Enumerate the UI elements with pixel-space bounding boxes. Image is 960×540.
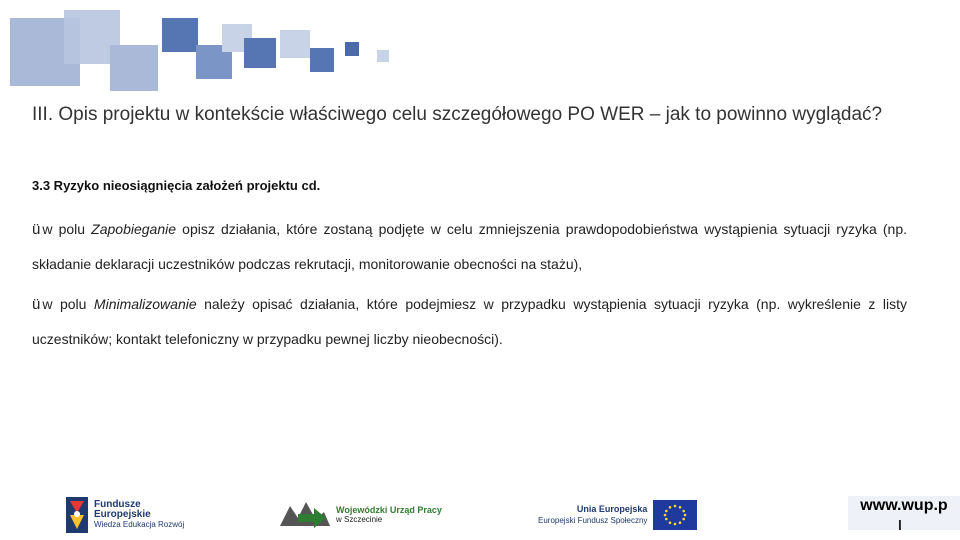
deco-square <box>280 30 310 58</box>
eu-flag-icon <box>653 500 697 530</box>
check-icon: ü <box>32 296 41 313</box>
wup-line2: w Szczecinie <box>336 515 383 524</box>
fundusze-europejskie-logo <box>66 494 184 536</box>
deco-square <box>162 18 198 52</box>
bullet-prefix: w polu <box>42 296 94 312</box>
fe-emblem-icon <box>66 497 88 533</box>
bullet-zapobieganie <box>32 212 907 281</box>
section-subtitle: 3.3 Ryzyko nieosiągnięcia założeń projektu cd. <box>32 178 321 193</box>
website-link[interactable]: www.wup.p <box>848 496 960 530</box>
fe-line1: Fundusze <box>94 499 141 510</box>
deco-square <box>110 45 158 91</box>
check-icon: ü <box>32 221 41 238</box>
fe-line2: Europejskie <box>94 509 151 520</box>
wup-emblem-icon <box>280 500 330 530</box>
bullet-emphasis: Minimalizowanie <box>93 296 197 312</box>
deco-square <box>244 38 276 68</box>
ue-line2: Europejski Fundusz Społeczny <box>538 516 648 525</box>
wup-line1: Wojewódzki Urząd Pracy <box>336 505 442 515</box>
fe-line3: Wiedza Edukacja Rozwój <box>94 520 185 529</box>
website-link-continuation: l <box>898 517 902 533</box>
bullet-minimalizowanie <box>32 287 907 356</box>
bullet-text: należy opisać działania, które podejmiesz w przypadku wystąpienia sytuacji ryzyka (np. wykreślenie z listy uczestników; kontakt telefoniczny w przypadku pewnej liczby nieobecności). <box>32 296 907 347</box>
deco-square <box>310 48 334 72</box>
bullet-emphasis: Zapobieganie <box>91 221 177 237</box>
eu-logo <box>538 494 697 536</box>
deco-square <box>345 42 359 56</box>
ue-line1: Unia Europejska <box>576 504 648 514</box>
wup-logo <box>280 494 442 536</box>
bullet-text: opisz działania, które zostaną podjęte w celu zmniejszenia prawdopodobieństwa wystąpienia sytuacji ryzyka (np. składanie deklaracji uczestników podczas rekrutacji, monitorowanie obecności na stażu), <box>32 221 907 272</box>
page-title: III. Opis projektu w kontekście właściwego celu szczegółowego PO WER – jak to powinno wyglądać? <box>32 104 883 125</box>
deco-square <box>377 50 389 62</box>
bullet-prefix: w polu <box>42 221 92 237</box>
